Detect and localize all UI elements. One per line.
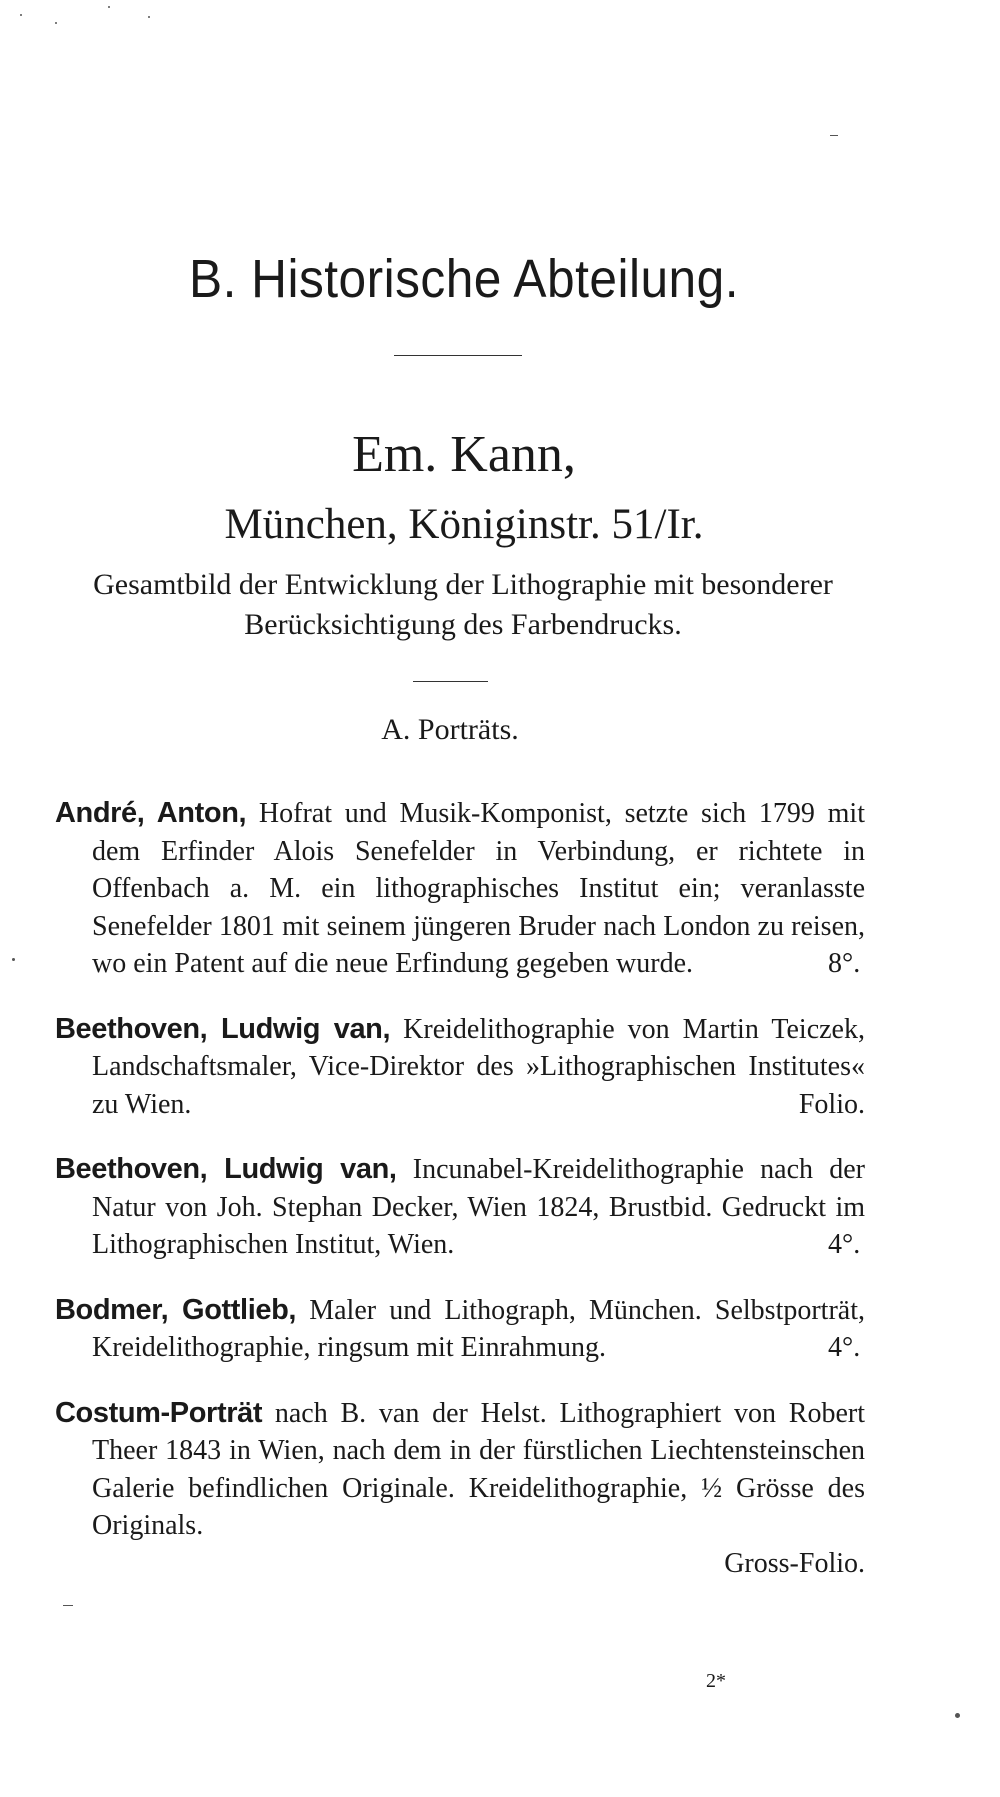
catalog-entry: Beethoven, Ludwig van, Incunabel-Kreidelithographie nach der Natur von Joh. Stephan Decker, Wien 1824, Brustbid. Gedruckt im Lithographischen Institut, Wien. 4°.	[55, 1153, 865, 1260]
entry-head: Beethoven, Ludwig van,	[55, 1153, 397, 1185]
scan-speck	[830, 135, 838, 136]
scan-speck	[955, 1713, 960, 1718]
entry-text: Kreidelithographie von Martin Teiczek, Landschaftsmaler, Vice-Direktor des »Lithographischen Institutes« zu Wien.	[92, 1013, 865, 1120]
scan-speck	[12, 958, 15, 961]
exhibitor-name: Em. Kann,	[352, 426, 576, 483]
catalog-entry: André, Anton, Hofrat und Musik-Komponist, setzte sich 1799 mit dem Erfinder Alois Senefelder in Verbindung, er richtete in Offenbach a. M. ein lithographisches Institut ein; veranlasste Senefelder 1801 mit seinem jüngeren Bruder nach London zu reisen, wo ein Patent auf die neue Erfindung gegeben wurde. 8°.	[55, 797, 865, 979]
catalog-entry	[55, 1011, 865, 1124]
entry-list	[55, 767, 865, 1596]
scan-speck	[148, 16, 150, 18]
scan-speck	[63, 1605, 73, 1606]
signature-mark: 2*	[706, 1670, 726, 1692]
entry-text: nach B. van der Helst. Lithographiert von Robert Theer 1843 in Wien, nach dem in der fürstlichen Liechtensteinschen Galerie befindlichen Originale. Kreidelithographie, ½ Grösse des Originals.	[92, 1397, 865, 1541]
entry-text: Maler und Lithograph, München. Selbstporträt, Kreidelithographie, ringsum mit Einrahmung.	[92, 1294, 865, 1363]
divider-rule	[413, 681, 488, 682]
entry-head: Beethoven, Ludwig van,	[55, 1012, 391, 1045]
entry-head: Costum-Porträt	[55, 1396, 263, 1429]
scan-speck	[55, 22, 57, 24]
scan-speck	[20, 14, 22, 16]
entry-text: Incunabel-Kreidelithographie nach der Natur von Joh. Stephan Decker, Wien 1824, Brustbid. Gedruckt im Lithographischen Institut, Wien.	[92, 1154, 865, 1260]
entry-head: André, Anton,	[55, 797, 247, 829]
catalog-entry: Bodmer, Gottlieb, Maler und Lithograph, München. Selbstporträt, Kreidelithographie, ringsum mit Einrahmung. 4°.	[55, 1293, 865, 1363]
divider-rule	[394, 355, 522, 356]
catalog-entry	[55, 1395, 865, 1583]
entry-text: Hofrat und Musik-Komponist, setzte sich 1799 mit dem Erfinder Alois Senefelder in Verbindung, er richtete in Offenbach a. M. ein lithographisches Institut ein; veranlasste Senefelder 1801 mit seinem jüngeren Bruder nach London zu reisen, wo ein Patent auf die neue Erfindung gegeben wurde.	[92, 798, 865, 979]
entry-format: Folio.	[798, 1088, 865, 1120]
entry-head: Bodmer, Gottlieb,	[55, 1293, 297, 1326]
entry-format: Gross-Folio.	[724, 1547, 865, 1579]
section-title: B. Historische Abteilung.	[189, 249, 739, 309]
exhibitor-description: Gesamtbild der Entwicklung der Lithographie mit besonderer Berücksichtigung des Farbendrucks.	[93, 568, 833, 641]
exhibitor-address: München, Königinstr. 51/Ir.	[224, 501, 704, 548]
scan-speck	[108, 6, 110, 8]
subsection-title: A. Porträts.	[381, 713, 519, 746]
